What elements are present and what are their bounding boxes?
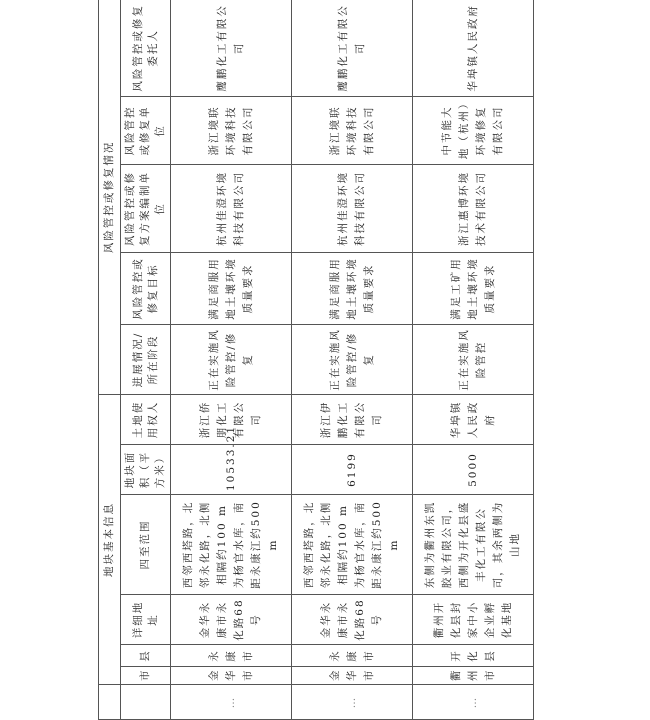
cell-plan-unit: 杭州佳澄环境科技有限公司 (292, 164, 413, 252)
cell-county: 永康市 (292, 645, 413, 667)
cell-exec-unit: 浙江境联环境科技有限公司 (171, 96, 292, 164)
column-header-boundary: 四至范围 (121, 495, 171, 595)
cell-exec-unit: 浙江境联环境科技有限公司 (292, 96, 413, 164)
cell-boundary: 西邻西塔路，北邻永化路，北侧相隔约100 m为杨官水库，南距永康江约500 m (171, 495, 292, 595)
cell-address: 金华永康市永化路68号 (171, 595, 292, 645)
cell-progress: 正在实施风险管控/修复 (292, 324, 413, 394)
cell-area: 10533.21 (171, 445, 292, 495)
column-header-address: 详细地址 (121, 595, 171, 645)
column-header-city: 市 (121, 667, 171, 685)
cell-land-user: 浙江伊鹏化工有限公司 (292, 394, 413, 444)
cell-client: 华埠镇人民政府 (413, 0, 534, 96)
column-header-target: 风险管控或修复目标 (121, 252, 171, 324)
cell-area: 5000 (413, 445, 534, 495)
column-header-plan-unit: 风险管控或修复方案编制单位 (121, 164, 171, 252)
cell-partial: … (292, 685, 413, 720)
cell-exec-unit: 中节能大地（杭州）环境修复有限公司 (413, 96, 534, 164)
cell-county: 永康市 (171, 645, 292, 667)
cell-plan-unit: 杭州佳澄环境科技有限公司 (171, 164, 292, 252)
column-header-progress: 进展情况/所在阶段 (121, 324, 171, 394)
table-row (171, 0, 292, 720)
cell-plan-unit: 浙江惠博环境技术有限公司 (413, 164, 534, 252)
cell-target: 满足商服用地土壤环境质量要求 (292, 252, 413, 324)
cell-land-user: 华埠镇人民政府 (413, 394, 534, 444)
cell-address: 金华永康市永化路68号 (292, 595, 413, 645)
cell-progress: 正在实施风险管控 (413, 324, 534, 394)
cell-partial: … (171, 685, 292, 720)
cell-client: 鹰鹏化工有限公司 (292, 0, 413, 96)
column-header-county: 县 (121, 645, 171, 667)
column-header-area: 地块面积（平方米） (121, 445, 171, 495)
cell-client: 鹰鹏化工有限公司 (171, 0, 292, 96)
group-header-row (99, 0, 121, 720)
group-header-risk-control: 风险管控或修复情况 (99, 0, 121, 394)
cell-boundary: 西邻西塔路，北邻永化路，北侧相隔约100 m为杨官水库，南距永康江约500 m (292, 495, 413, 595)
cell-boundary: 东侧为衢州东凯胶业有限公司，西侧为开化县盛丰化工有限公司，其余两侧为山地 (413, 495, 534, 595)
cell-partial: … (413, 685, 534, 720)
cell-progress: 正在实施风险管控/修复 (171, 324, 292, 394)
table-row (413, 0, 534, 720)
column-header-client: 风险管控或修复委托人 (121, 0, 171, 96)
rotated-table-container (98, 0, 521, 720)
cell-county: 开化县 (413, 645, 534, 667)
cell-target: 满足商服用地土壤环境质量要求 (171, 252, 292, 324)
cell-address: 衢州开化县封家中小企业孵化基地 (413, 595, 534, 645)
group-header-basic-info: 地块基本信息 (99, 394, 121, 684)
cell-area: 6199 (292, 445, 413, 495)
column-header-exec-unit: 风险管控或修复单位 (121, 96, 171, 164)
site-remediation-table (98, 0, 534, 720)
column-header-land-user: 土地使用权人 (121, 394, 171, 444)
cell-city: 衢州市 (413, 667, 534, 685)
column-header-row (121, 0, 171, 720)
table-row (292, 0, 413, 720)
cell-target: 满足工矿用地土壤环境质量要求 (413, 252, 534, 324)
cell-land-user: 浙江侨朋化工有限公司 (171, 394, 292, 444)
cell-city: 金华市 (171, 667, 292, 685)
cell-city: 金华市 (292, 667, 413, 685)
column-header-partial (121, 685, 171, 720)
group-header-blank (99, 685, 121, 720)
